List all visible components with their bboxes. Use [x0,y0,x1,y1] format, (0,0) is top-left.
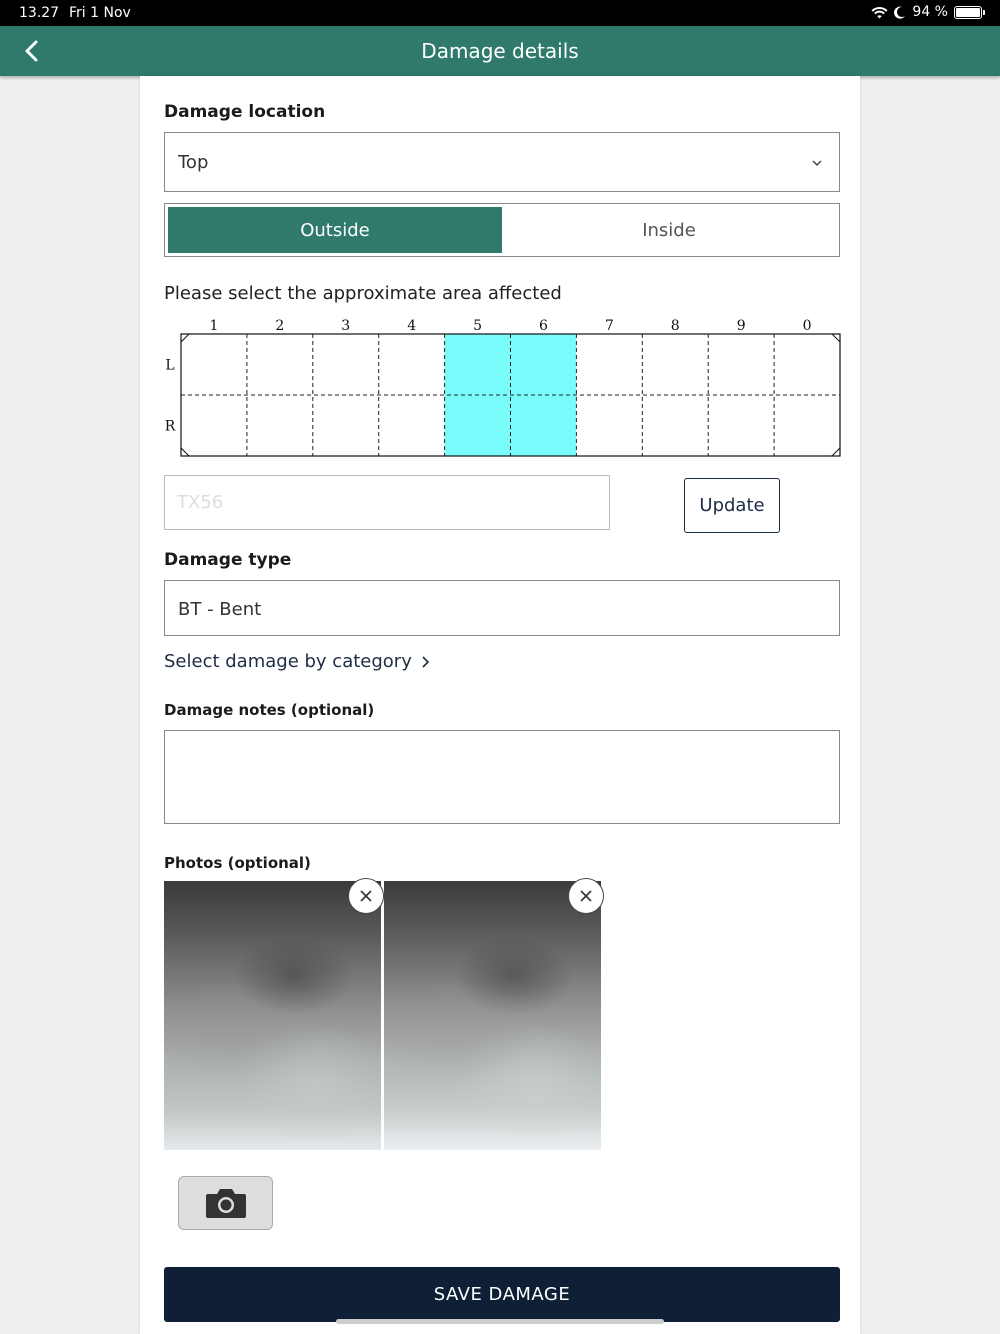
damage-location-label: Damage location [164,102,326,122]
area-code-input-wrap [164,475,610,530]
select-damage-by-category-link[interactable] [164,651,430,672]
app-bar [0,26,1000,76]
grid-column-label: 0 [802,318,812,334]
camera-icon [204,1186,248,1220]
content-panel [140,76,860,1334]
add-photo-button[interactable] [178,1176,273,1230]
grid-column-label: 9 [736,318,746,334]
grid-corner-mark [181,448,189,456]
status-bar [0,0,1000,26]
remove-photo-button[interactable] [568,878,604,914]
grid-corner-mark [832,448,840,456]
remove-photo-button[interactable] [348,878,384,914]
chevron-down-icon [811,157,823,169]
grid-column-label: 7 [604,318,614,334]
damage-type-field[interactable] [164,580,840,636]
grid-cell-selected[interactable] [445,395,511,456]
battery-icon [954,6,982,19]
toggle-inside[interactable]: Inside [642,219,696,241]
grid-cell-selected[interactable] [511,395,577,456]
area-grid-svg [160,314,844,460]
moon-icon [894,6,906,19]
area-code-input[interactable] [165,476,609,529]
category-link-label: Select damage by category [164,651,412,672]
photos-label: Photos (optional) [164,854,311,872]
damage-location-value: Top [178,152,209,173]
grid-cell-selected[interactable] [511,334,577,395]
grid-column-label: 2 [275,318,285,334]
close-icon [579,889,593,903]
grid-column-label: 5 [473,318,483,334]
damage-notes-label: Damage notes (optional) [164,701,375,719]
area-grid [160,314,844,460]
home-indicator [336,1319,664,1324]
photo-thumbnail[interactable] [164,881,381,1150]
status-date: Fri 1 Nov [69,5,131,21]
damage-location-select[interactable] [164,132,840,192]
damage-type-label: Damage type [164,550,292,570]
grid-row-label: R [164,418,176,435]
photo-thumbnail[interactable] [384,881,601,1150]
page-title: Damage details [421,39,579,63]
area-prompt: Please select the approximate area affected [164,283,562,304]
wifi-icon [871,6,888,19]
grid-column-label: 3 [341,318,351,334]
grid-row-label: L [165,357,175,374]
status-time: 13.27 [19,5,60,21]
battery-percent: 94 % [912,4,948,20]
chevron-right-icon [420,655,430,669]
damage-notes-textarea[interactable] [164,730,840,824]
toggle-outside[interactable]: Outside [168,207,502,253]
grid-column-label: 4 [407,318,417,334]
grid-column-label: 6 [538,318,548,334]
grid-cell-selected[interactable] [445,334,511,395]
damage-type-value: BT - Bent [178,599,262,620]
grid-corner-mark [832,334,840,342]
grid-column-label: 1 [209,318,219,334]
grid-corner-mark [181,334,189,342]
grid-column-label: 8 [670,318,680,334]
save-damage-button[interactable]: SAVE DAMAGE [164,1267,840,1322]
close-icon [359,889,373,903]
status-right [871,4,982,20]
update-button[interactable]: Update [684,478,780,533]
inside-outside-toggle [164,203,840,257]
